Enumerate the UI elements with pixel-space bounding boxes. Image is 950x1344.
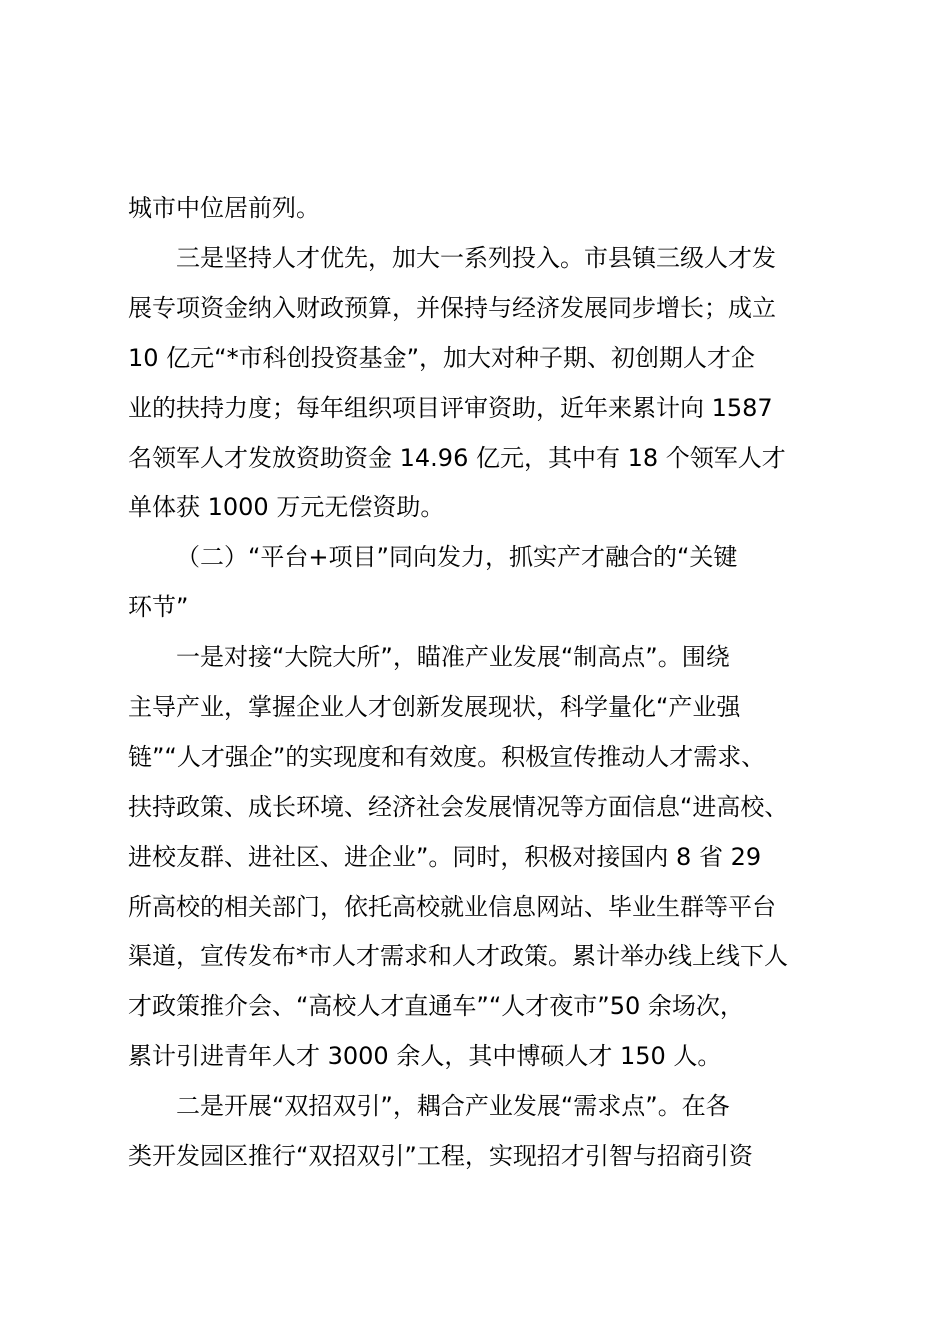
text-line: 链”“人才强企”的实现度和有效度。积极宣传推动人才需求、 xyxy=(128,743,766,771)
text-line: 展专项资金纳入财政预算，并保持与经济发展同步增长；成立 xyxy=(128,294,776,322)
text-line: 10 亿元“*市科创投资基金”，加大对种子期、初创期人才企 xyxy=(128,344,756,372)
text-line: 城市中位居前列。 xyxy=(128,194,320,222)
text-line: 名领军人才发放资助资金 14.96 亿元，其中有 18 个领军人才 xyxy=(128,444,786,472)
text-line: 业的扶持力度；每年组织项目评审资助，近年来累计向 1587 xyxy=(128,394,773,422)
text-line: 所高校的相关部门，依托高校就业信息网站、毕业生群等平台 xyxy=(128,893,776,921)
text-line: 主导产业，掌握企业人才创新发展现状，科学量化“产业强 xyxy=(128,693,741,721)
paragraph-first-line: 一是对接“大院大所”，瞄准产业发展“制高点”。围绕 xyxy=(176,643,730,671)
paragraph-first-line: 二是开展“双招双引”，耦合产业发展“需求点”。在各 xyxy=(176,1092,730,1120)
paragraph-first-line: 三是坚持人才优先，加大一系列投入。市县镇三级人才发 xyxy=(176,244,776,272)
text-line: 类开发园区推行“双招双引”工程，实现招才引智与招商引资 xyxy=(128,1142,753,1170)
text-line: 扶持政策、成长环境、经济社会发展情况等方面信息“进高校、 xyxy=(128,793,789,821)
section-heading-continuation: 环节” xyxy=(128,593,189,621)
text-line: 渠道，宣传发布*市人才需求和人才政策。累计举办线上线下人 xyxy=(128,942,788,970)
text-line: 累计引进青年人才 3000 余人，其中博硕人才 150 人。 xyxy=(128,1042,722,1070)
section-heading: （二）“平台+项目”同向发力，抓实产才融合的“关键 xyxy=(176,543,738,571)
text-line: 进校友群、进社区、进企业”。同时，积极对接国内 8 省 29 xyxy=(128,843,762,871)
text-line: 才政策推介会、“高校人才直通车”“人才夜市”50 余场次， xyxy=(128,992,744,1020)
text-line: 单体获 1000 万元无偿资助。 xyxy=(128,493,445,521)
